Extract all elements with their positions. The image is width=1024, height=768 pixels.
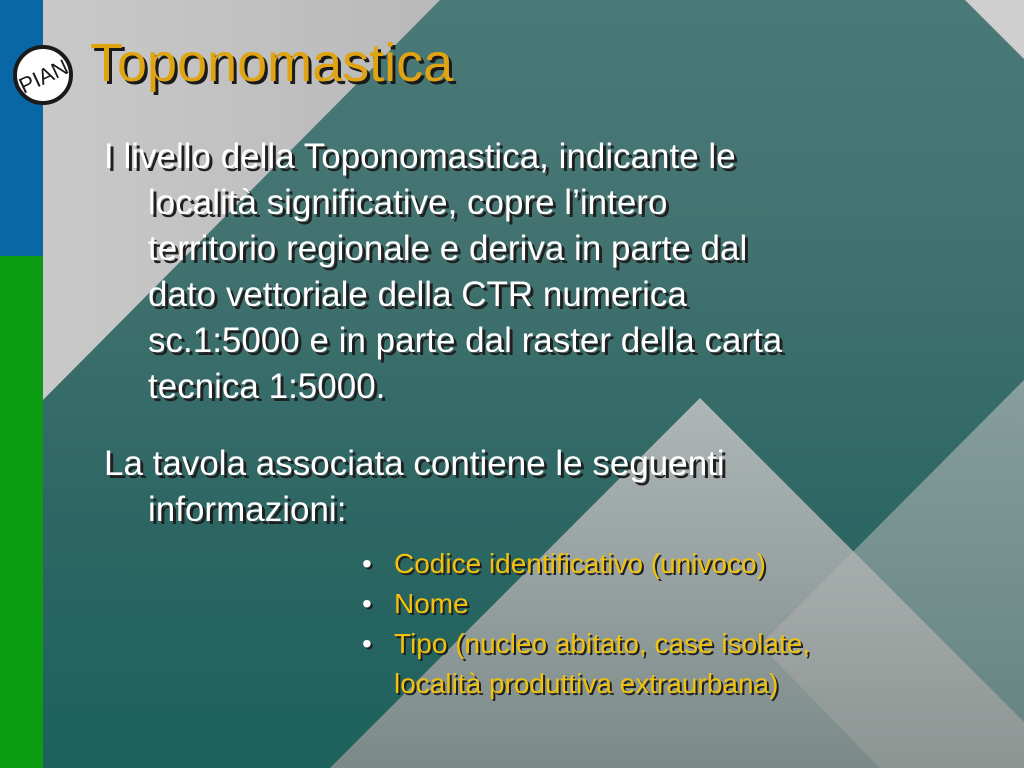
bullet-text: Tipo (nucleo abitato, case isolate, — [394, 628, 811, 659]
paragraph-line: dato vettoriale della CTR numerica — [148, 275, 687, 314]
slide-title: Toponomastica — [90, 33, 454, 93]
paragraph-line: sc.1:5000 e in parte dal raster della carta — [148, 321, 783, 360]
bullet-item-codice — [362, 544, 962, 584]
paragraph-tavola-associata — [104, 441, 944, 533]
paragraph-line: La tavola associata contiene le seguenti — [104, 444, 725, 483]
bullet-item-nome — [362, 584, 962, 624]
paragraph-line: informazioni: — [148, 490, 347, 529]
information-bullet-list — [362, 544, 962, 704]
logo-text: PIAN — [15, 54, 73, 99]
paragraph-toponomastica-description — [104, 134, 944, 410]
paragraph-line: I livello della Toponomastica, indicante le — [104, 137, 736, 176]
bullet-text: Codice identificativo (univoco) — [394, 548, 766, 579]
bullet-text: Nome — [394, 588, 469, 619]
bullet-item-tipo — [362, 624, 962, 704]
paragraph-line: territorio regionale e deriva in parte dal — [148, 229, 748, 268]
pian-logo — [12, 44, 74, 106]
bullet-dot-icon: • — [362, 628, 372, 659]
bullet-text: località produttiva extraurbana) — [394, 668, 779, 699]
left-green-bar — [0, 256, 43, 768]
top-right-gray-triangle — [965, 0, 1024, 59]
bullet-dot-icon: • — [362, 548, 372, 579]
left-blue-bar — [0, 0, 43, 256]
paragraph-line: tecnica 1:5000. — [148, 367, 386, 406]
paragraph-line: località significative, copre l’intero — [148, 183, 668, 222]
bullet-dot-icon: • — [362, 588, 372, 619]
